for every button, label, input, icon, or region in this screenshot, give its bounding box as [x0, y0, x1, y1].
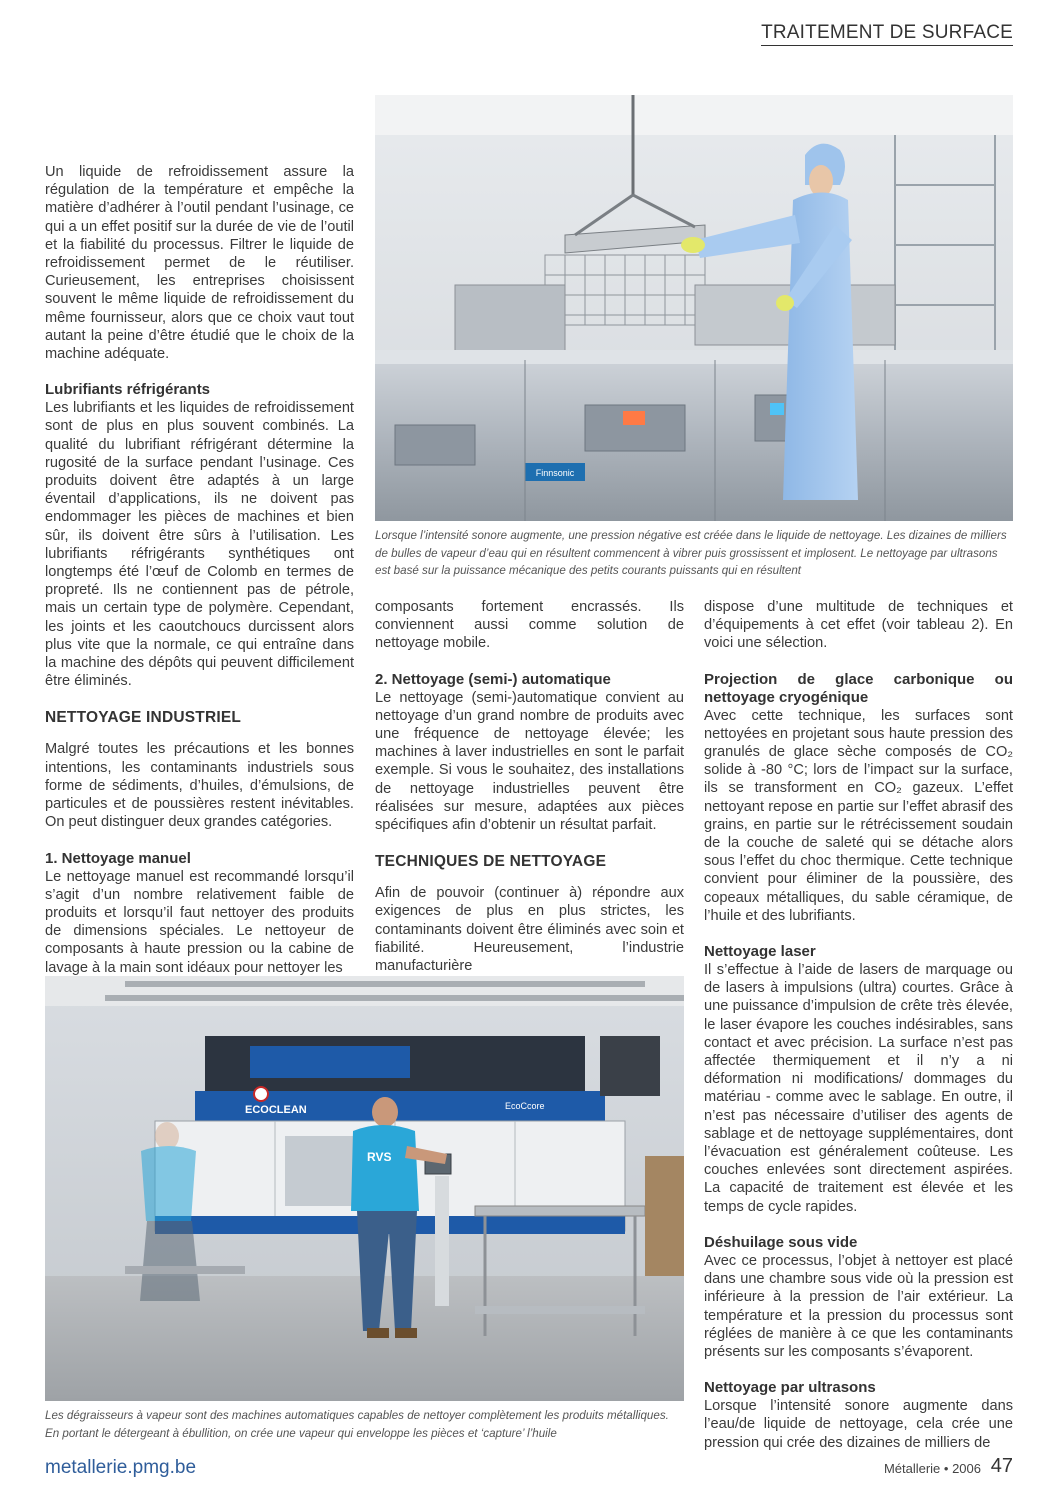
machine-label-2: EcoCcore — [505, 1101, 545, 1111]
techniques-cont-paragraph: dispose d’une multitude de techniques et d’équipements à cet effet (voir tableau 2). En voici une sélection. — [704, 599, 1013, 652]
nettoyage-manuel-paragraph: Le nettoyage manuel est recommandé lorsqu’il s’agit d’un nombre relativement faible de produits et lorsqu’il faut nettoyer des produits de dimensions spéciales. Le nettoyeur de composants à haute pression ou la cabine de lavage à la main sont idéaux pour nettoyer les — [45, 868, 354, 976]
column-3 — [704, 598, 1013, 1452]
footer-magazine-issue: Métallerie • 2006 — [883, 1461, 981, 1476]
techniques-paragraph: Afin de pouvoir (continuer à) répondre aux exigences de plus en plus strictes, les contaminants doivent être éliminés avec soin et fiabilité. Heureusement, l’industrie manufacturière — [375, 885, 684, 975]
nettoyage-laser-paragraph: Il s’effectue à l’aide de lasers de marquage ou de lasers à impulsions (ultra) courtes. Grâce à une puissance d’impulsion de crête très élevée, le laser évapore les couches indésirables, sans contact et avec précision. La surface n’est pas affectée thermiquement et il n’y a ni déformation ni modifications/ dommages du matériau - comme avec le sablage. En outre, il n’est pas nécessaire d’utiliser des agents de sablage et de nettoyage supplémentaires, dont l’évacuation est généralement coûteuse. Les couches enlevées sont directement aspirées. La capacité de traitement est élevée et les temps de cycle rapides. — [704, 962, 1013, 1215]
photo-top-caption: Lorsque l’intensité sonore augmente, une pression négative est créée dans le liquide de nettoyage. Les dizaines de milliers de bulles de vapeur d’eau qui en résultent commencent à vibrer puis grossissent et implosent. Le nettoyage par ultrasons est basé sur la puissance mécanique des petits courants puissants qui en résultent — [375, 529, 1007, 578]
composants-paragraph: composants fortement encrassés. Ils conviennent aussi comme solution de nettoyage mobile. — [375, 599, 684, 652]
glace-carbonique-heading: Projection de glace carbonique ou nettoyage cryogénique — [704, 670, 1013, 706]
deshuilage-heading: Déshuilage sous vide — [704, 1233, 858, 1251]
brand-label: Finnsonic — [535, 468, 575, 478]
nettoyage-industriel-heading: NETTOYAGE INDUSTRIEL — [45, 709, 242, 727]
footer-website-link[interactable]: metallerie.pmg.be — [45, 1457, 197, 1478]
intro-paragraph: Un liquide de refroidissement assure la régulation de la température et empêche la matière d’adhérer à l’outil pendant l’usinage, ce qui a un effet positif sur la durée de vie de l’outil et la fiabilité du processus. Filtrer le liquide de refroidissement permet de le réutiliser. Curieusement, les entreprises choisissent souvent le même liquide de refroidissement du même fournisseur, alors que ce choix vaut tout autant la peine d’être étudié que le choix de la machine adéquate. — [45, 164, 354, 363]
nettoyage-industriel-paragraph: Malgré toutes les précautions et les bonnes intentions, les contaminants industriels sous forme de sédiments, d’huiles, d’émulsions, de particules et de poussières restent inévitables. On peut distinguer deux grandes catégories. — [45, 741, 354, 831]
machine-label: ECOCLEAN — [245, 1104, 307, 1116]
semi-automatique-paragraph: Le nettoyage (semi-)automatique convient au nettoyage d’un grand nombre de produits avec une fréquence de nettoyage élevée; les machines à laver industrielles en sont le parfait exemple. Si vous le souhaitez, des installations de nettoyage industrielles peuvent être réalisées sur mesure, adaptées aux pièces spécifiques afin d’obtenir un résultat parfait. — [375, 689, 684, 834]
techniques-heading: TECHNIQUES DE NETTOYAGE — [375, 853, 607, 871]
column-1 — [45, 163, 354, 977]
deshuilage-paragraph: Avec ce processus, l’objet à nettoyer est placé dans une chambre sous vide où la pression est inférieure à la pression de l’air extérieur. La température et la pression du processus sont réglées de manière à ce que les contaminants présents sur les composants s’évaporent. — [704, 1252, 1013, 1360]
ultrasonic-cleaning-image — [375, 95, 1013, 521]
page-number: 47 — [990, 1455, 1013, 1477]
nettoyage-laser-heading: Nettoyage laser — [704, 943, 816, 961]
section-header: TRAITEMENT DE SURFACE — [761, 22, 1013, 46]
shirt-label: RVS — [367, 1150, 392, 1164]
nettoyage-manuel-heading: 1. Nettoyage manuel — [45, 849, 191, 867]
glace-carbonique-paragraph: Avec cette technique, les surfaces sont nettoyées en projetant sous haute pression des granulés de glace sèche composés de CO₂ solide à -80 °C; lors de l’impact sur la surface, ils se transforment en CO₂ gazeux. L’effet nettoyant repose en partie sur l’effet abrasif des grains, en partie sur le rétrécissement soudain de la couche de saleté qui se détache alors sous l’effet du choc thermique. Cette technique convient pour éliminer de la poussière, des copeaux métalliques, du sable céramique, de l’huile et des lubrifiants. — [704, 707, 1013, 924]
vapour-degreaser-image — [45, 976, 684, 1401]
lubrifiants-heading: Lubrifiants réfrigérants — [45, 381, 211, 399]
ultrasons-paragraph: Lorsque l’intensité sonore augmente dans l’eau/de liquide de nettoyage, cela crée une pression qui crée des dizaines de milliers de — [704, 1398, 1013, 1451]
ultrasons-heading: Nettoyage par ultrasons — [704, 1379, 876, 1397]
lubrifiants-paragraph: Les lubrifiants et les liquides de refroidissement sont de plus en plus souvent combinés. La qualité du lubrifiant réfrigérant détermine la rugosité de la surface pendant l’usinage. Ces produits doivent être adaptés à un large éventail d’applications, ils ne doivent pas endommager les pièces de machines et bien sûr, ils doivent être sûrs à l’utilisation. Les lubrifiants réfrigérants synthétiques ont longtemps été l’œuf de Colomb en termes de propreté. Ils ne contiennent pas de pétrole, mais un certain type de polymère. Cependant, les joints et les caoutchoucs durcissent alors plus vite que la normale, ce qui entraîne dans la machine des dépôts qui peuvent difficilement être éliminés. — [45, 400, 354, 690]
column-2 — [375, 598, 684, 975]
photo-ultrasonic-cleaning — [375, 95, 1013, 521]
semi-automatique-heading: 2. Nettoyage (semi-) automatique — [375, 670, 611, 688]
photo-bottom-caption: Les dégraisseurs à vapeur sont des machines automatiques capables de nettoyer complètement les produits métalliques. En portant le détergeant à ébullition, on crée une vapeur qui enveloppe les pièces et ‘capture’ l’huile — [45, 1409, 669, 1440]
photo-vapour-degreaser — [45, 976, 684, 1401]
